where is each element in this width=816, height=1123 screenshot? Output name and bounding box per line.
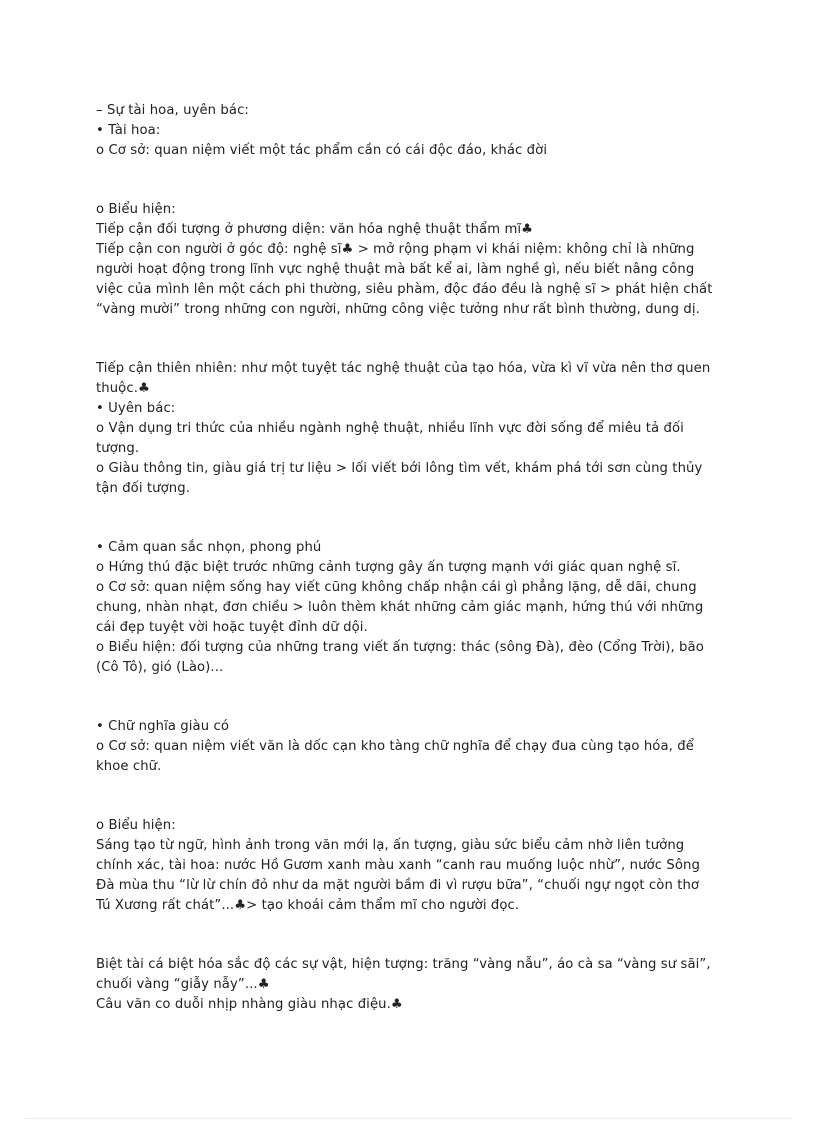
sub-bullet-line: o Cơ sở: quan niệm viết văn là dốc cạn kho tàng chữ nghĩa để chạy đua cùng tạo hóa, để bbox=[96, 739, 694, 754]
sub-bullet-line: o Biểu hiện: bbox=[96, 818, 176, 833]
paragraph-line: tượng. bbox=[96, 441, 140, 456]
bullet-line: • Cảm quan sắc nhọn, phong phú bbox=[96, 540, 322, 555]
page-bottom-divider bbox=[24, 1118, 792, 1119]
paragraph-line: “vàng mười” trong những con người, những công việc tưởng như rất bình thường, dung dị. bbox=[96, 302, 700, 317]
paragraph-line: người hoạt động trong lĩnh vực nghệ thuật mà bất kể ai, làm nghề gì, nếu biết nâng công bbox=[96, 262, 695, 277]
paragraph-line: Tiếp cận con người ở góc độ: nghệ sĩ♣ > mở rộng phạm vi khái niệm: không chỉ là những bbox=[96, 242, 695, 257]
paragraph-line: Câu văn co duỗi nhịp nhàng giàu nhạc điệu.♣ bbox=[96, 997, 403, 1012]
sub-bullet-line: o Giàu thông tin, giàu giá trị tư liệu > lối viết bới lông tìm vết, khám phá tới sơn cùng thủy bbox=[96, 461, 703, 476]
paragraph-line: Tiếp cận thiên nhiên: như một tuyệt tác nghệ thuật của tạo hóa, vừa kì vĩ vừa nên thơ quen bbox=[96, 361, 711, 376]
sub-bullet-line: o Cơ sở: quan niệm sống hay viết cũng không chấp nhận cái gì phẳng lặng, dễ dãi, chung bbox=[96, 580, 697, 595]
paragraph-line: chính xác, tài hoa: nước Hồ Gươm xanh màu xanh “canh rau muống luộc nhừ”, nước Sông bbox=[96, 858, 700, 873]
bullet-line: • Tài hoa: bbox=[96, 123, 161, 138]
paragraph-line: Biệt tài cá biệt hóa sắc độ các sự vật, hiện tượng: trăng “vàng nẫu”, áo cà sa “vàng sư sãi”, bbox=[96, 957, 711, 972]
paragraph-line: Tiếp cận đối tượng ở phương diện: văn hóa nghệ thuật thẩm mĩ♣ bbox=[96, 222, 534, 237]
sub-bullet-line: o Biểu hiện: đối tượng của những trang viết ấn tượng: thác (sông Đà), đèo (Cổng Trời), bão bbox=[96, 640, 704, 655]
paragraph-line: Sáng tạo từ ngữ, hình ảnh trong văn mới lạ, ấn tượng, giàu sức biểu cảm nhờ liên tưởng bbox=[96, 838, 685, 853]
paragraph-line: thuộc.♣ bbox=[96, 381, 150, 396]
paragraph-line: khoe chữ. bbox=[96, 759, 162, 774]
paragraph-line: việc của mình lên một cách phi thường, siêu phàm, độc đáo đều là nghệ sĩ > phát hiện chất bbox=[96, 282, 713, 297]
paragraph-line: chuối vàng “giẫy nẫy”...♣ bbox=[96, 977, 270, 992]
sub-bullet-line: o Vận dụng tri thức của nhiều ngành nghệ thuật, nhiều lĩnh vực đời sống để miêu tả đối bbox=[96, 421, 684, 436]
paragraph-line: tận đối tượng. bbox=[96, 481, 191, 496]
paragraph-line: Tú Xương rất chát”...♣> tạo khoái cảm thẩm mĩ cho người đọc. bbox=[96, 898, 520, 913]
sub-bullet-line: o Hứng thú đặc biệt trước những cảnh tượng gây ấn tượng mạnh với giác quan nghệ sĩ. bbox=[96, 560, 681, 575]
sub-bullet-line: o Cơ sở: quan niệm viết một tác phẩm cần có cái độc đáo, khác đời bbox=[96, 143, 548, 158]
bullet-line: • Chữ nghĩa giàu có bbox=[96, 719, 229, 734]
paragraph-line: (Cô Tô), gió (Lào)... bbox=[96, 660, 224, 675]
paragraph-line: cái đẹp tuyệt vời hoặc tuyệt đỉnh dữ dội. bbox=[96, 620, 368, 635]
bullet-line: • Uyên bác: bbox=[96, 401, 176, 416]
sub-bullet-line: o Biểu hiện: bbox=[96, 202, 176, 217]
paragraph-line: chung, nhàn nhạt, đơn chiều > luôn thèm khát những cảm giác mạnh, hứng thú với những bbox=[96, 600, 704, 615]
heading-line: – Sự tài hoa, uyên bác: bbox=[96, 103, 249, 118]
paragraph-line: Đà mùa thu “lừ lừ chín đỏ như da mặt người bầm đi vì rượu bữa”, “chuối ngự ngọt còn thơ bbox=[96, 878, 700, 893]
